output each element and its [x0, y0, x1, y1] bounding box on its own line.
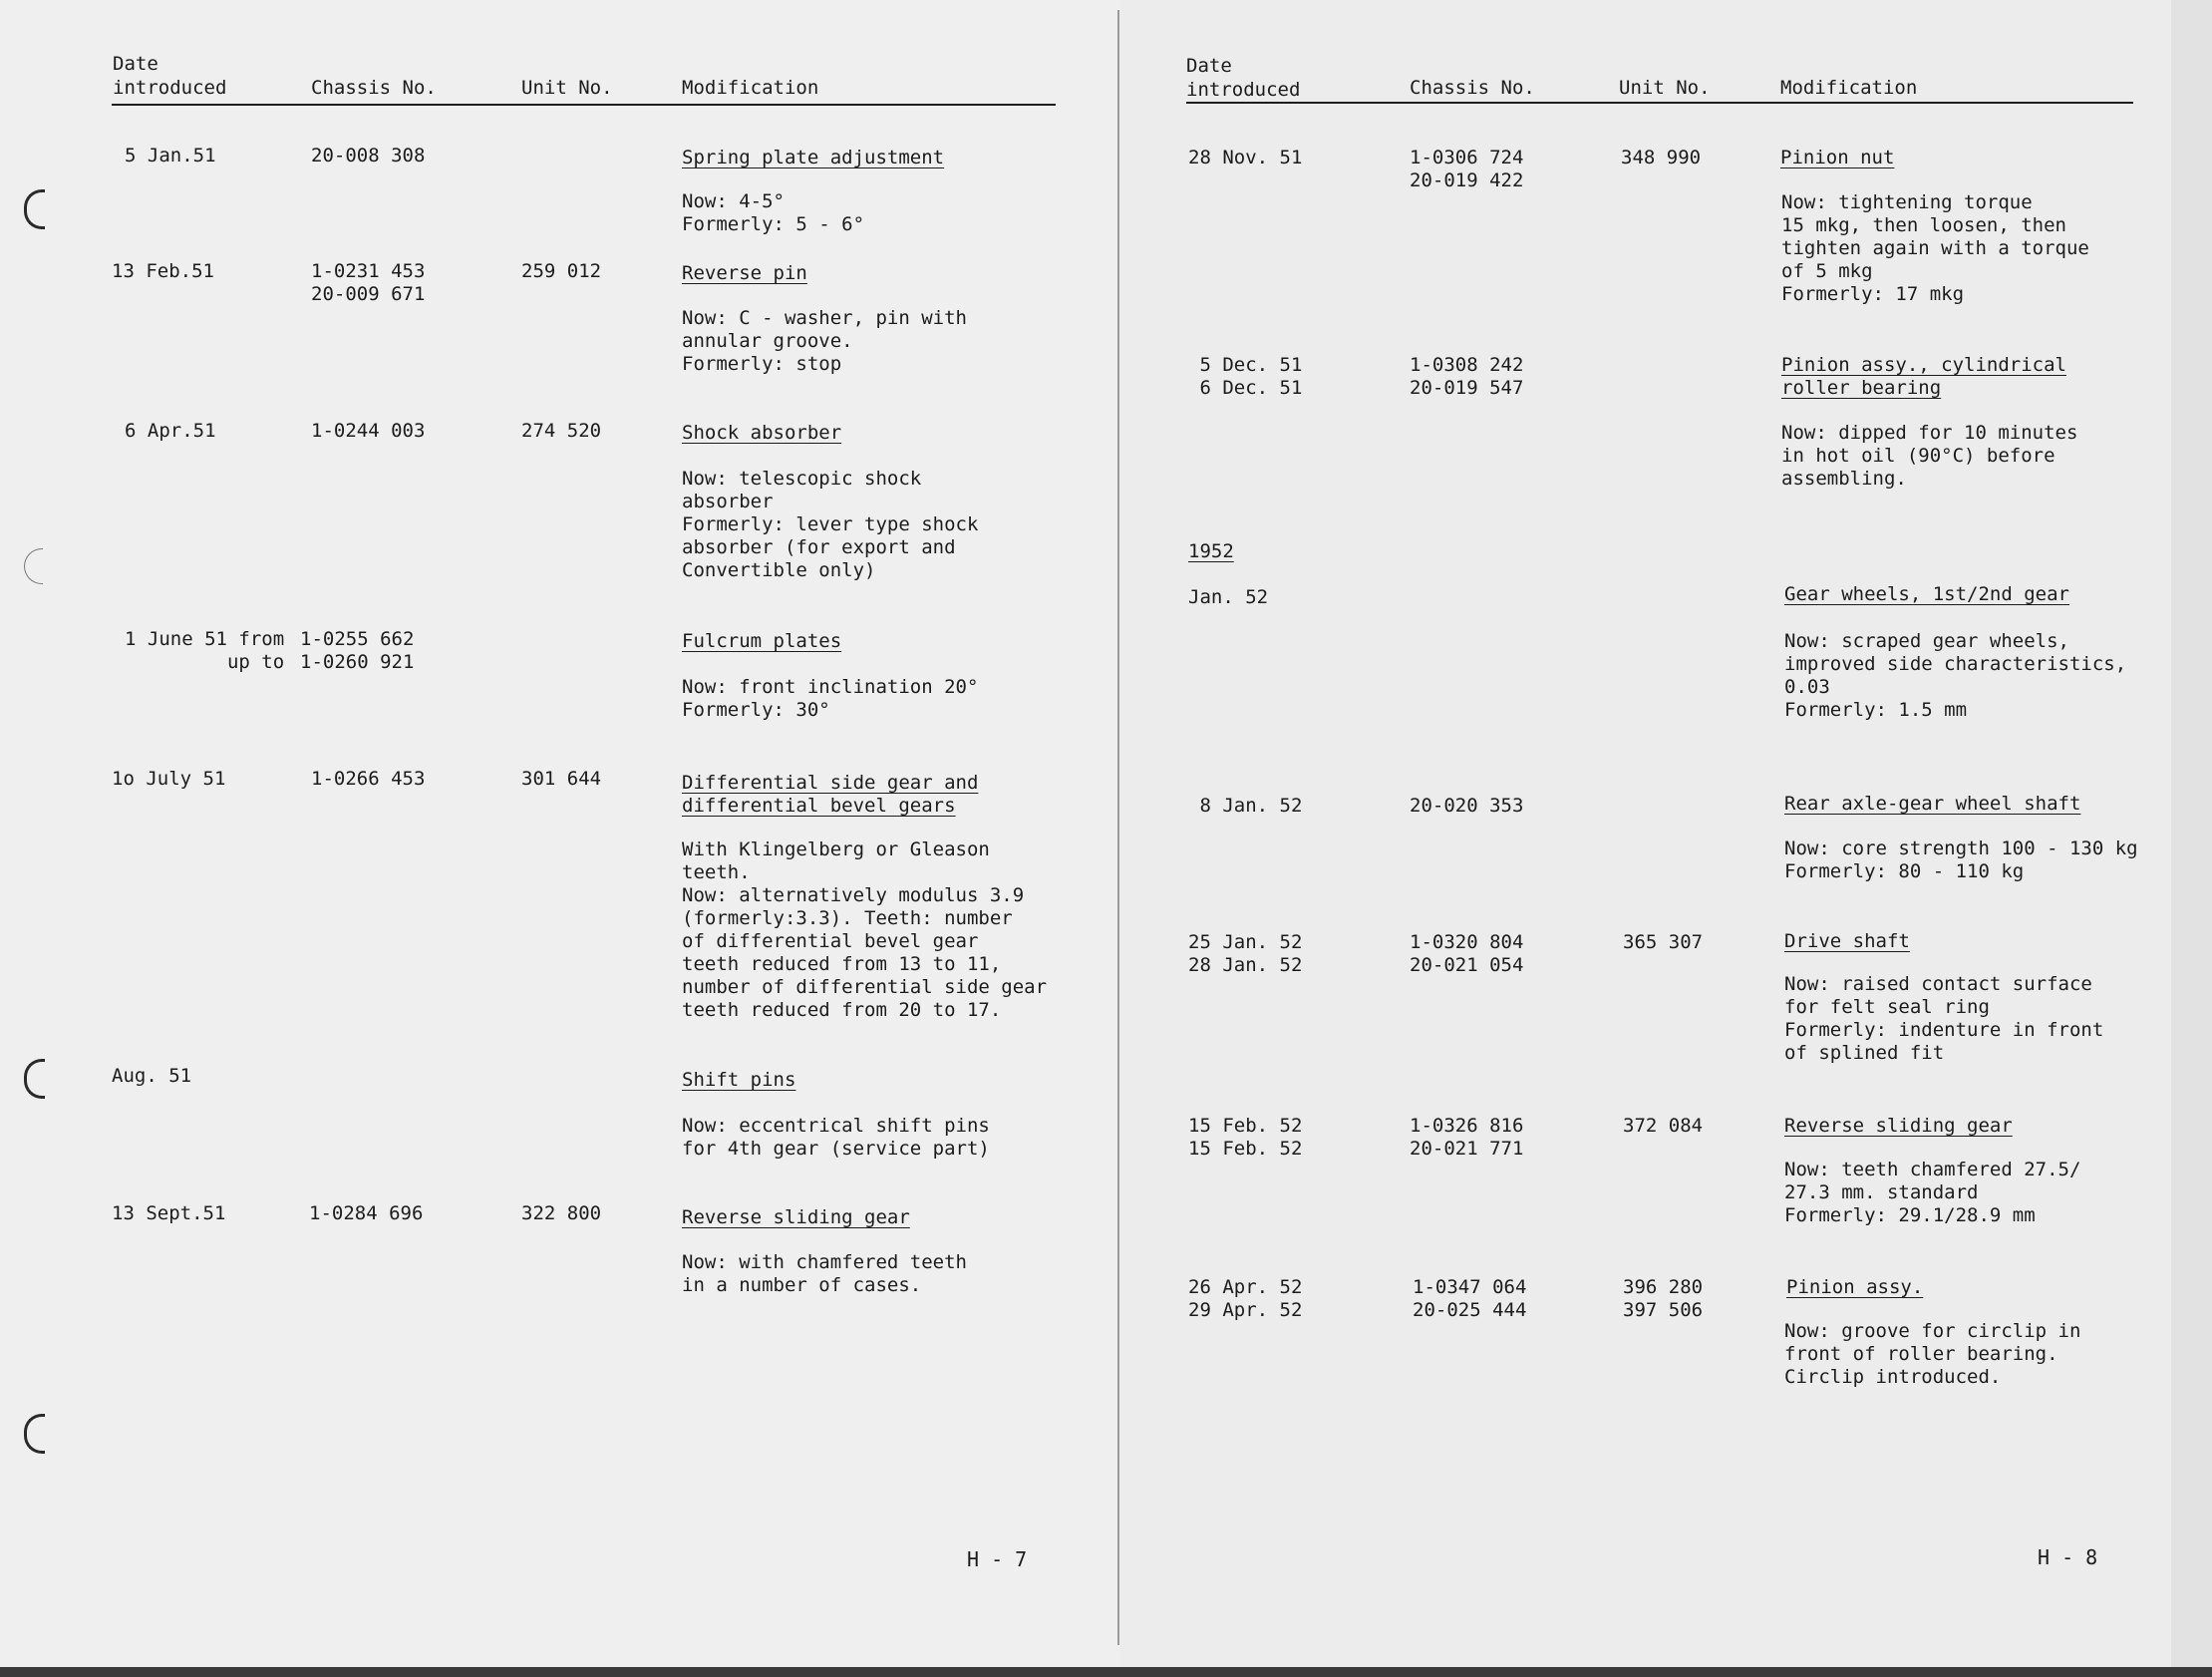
- left-entry-7-body: Now: with chamfered teeth in a number of cases.: [682, 1251, 967, 1296]
- left-entry-1-date: 5 Jan.51: [125, 145, 216, 167]
- left-entry-5-date: 1o July 51: [112, 768, 226, 790]
- right-entry-7-chassis: 1-0347 064 20-025 444: [1413, 1276, 1527, 1321]
- right-entry-5-chassis: 1-0320 804 20-021 054: [1410, 931, 1524, 976]
- header-rule-left: [112, 104, 1056, 106]
- left-entry-4-body: Now: front inclination 20° Formerly: 30°: [682, 676, 979, 721]
- right-entry-6-body: Now: teeth chamfered 27.5/ 27.3 mm. standard Formerly: 29.1/28.9 mm: [1784, 1159, 2081, 1226]
- right-entry-2-date: 5 Dec. 51 6 Dec. 51: [1199, 354, 1303, 399]
- left-entry-4-date: 1 June 51 from up to: [125, 628, 285, 673]
- header-modification-right: Modification: [1780, 77, 1918, 99]
- header-unit-left: Unit No.: [521, 77, 613, 99]
- right-entry-2-title: Pinion assy., cylindrical roller bearing: [1781, 354, 2066, 399]
- left-entry-1-body: Now: 4-5° Formerly: 5 - 6°: [682, 190, 865, 235]
- right-entry-4-chassis: 20-020 353: [1410, 795, 1524, 817]
- page-gutter: [1117, 10, 1119, 1645]
- left-entry-3-chassis: 1-0244 003: [311, 420, 426, 442]
- right-entry-1-title: Pinion nut: [1780, 147, 1895, 168]
- left-entry-7-chassis: 1-0284 696: [309, 1202, 424, 1224]
- right-entry-6-unit: 372 084: [1623, 1115, 1704, 1137]
- header-date-right: Date introduced: [1186, 55, 1301, 101]
- right-entry-4-title: Rear axle-gear wheel shaft: [1784, 793, 2081, 815]
- right-entry-6-chassis: 1-0326 816 20-021 771: [1410, 1115, 1524, 1160]
- left-entry-5-title: Differential side gear and differential bevel gears: [682, 772, 979, 817]
- left-entry-3-unit: 274 520: [521, 420, 602, 442]
- left-entry-6-title: Shift pins: [682, 1069, 796, 1091]
- header-rule-right: [1186, 102, 2133, 104]
- left-entry-6-body: Now: eccentrical shift pins for 4th gear (service part): [682, 1115, 990, 1160]
- left-entry-2-body: Now: C - washer, pin with annular groove. Formerly: stop: [682, 307, 967, 375]
- left-entry-7-unit: 322 800: [521, 1202, 602, 1224]
- left-entry-1-title: Spring plate adjustment: [682, 147, 945, 168]
- header-chassis-left: Chassis No.: [311, 77, 437, 99]
- right-entry-5-title: Drive shaft: [1784, 930, 1910, 952]
- right-entry-3-title: Gear wheels, 1st/2nd gear: [1784, 583, 2069, 605]
- right-entry-4-body: Now: core strength 100 - 130 kg Formerly: 80 - 110 kg: [1784, 838, 2138, 882]
- left-entry-2-chassis: 1-0231 453 20-009 671: [311, 260, 426, 305]
- right-entry-5-body: Now: raised contact surface for felt seal ring Formerly: indenture in front of splined fit: [1784, 973, 2104, 1064]
- right-entry-6-title: Reverse sliding gear: [1784, 1115, 2013, 1137]
- right-entry-1-unit: 348 990: [1621, 147, 1702, 168]
- left-entry-4-title: Fulcrum plates: [682, 630, 842, 652]
- left-entry-7-date: 13 Sept.51: [112, 1202, 226, 1224]
- page-edge: [2171, 0, 2212, 1677]
- left-entry-2-unit: 259 012: [521, 260, 602, 282]
- left-entry-1-chassis: 20-008 308: [311, 145, 426, 167]
- left-entry-3-date: 6 Apr.51: [125, 420, 216, 442]
- right-entry-7-body: Now: groove for circlip in front of roller bearing. Circlip introduced.: [1784, 1320, 2081, 1388]
- right-entry-1-date: 28 Nov. 51: [1188, 147, 1303, 168]
- right-entry-7-unit: 396 280 397 506: [1623, 1276, 1704, 1321]
- header-date-left: Date introduced: [113, 53, 227, 99]
- left-entry-5-chassis: 1-0266 453: [311, 768, 426, 790]
- right-entry-5-unit: 365 307: [1623, 931, 1704, 953]
- right-entry-4-date: 8 Jan. 52: [1188, 795, 1303, 817]
- left-entry-2-title: Reverse pin: [682, 262, 807, 284]
- left-entry-2-date: 13 Feb.51: [112, 260, 214, 282]
- right-entry-7-date: 26 Apr. 52 29 Apr. 52: [1188, 1276, 1303, 1321]
- right-entry-3-body: Now: scraped gear wheels, improved side characteristics, 0.03 Formerly: 1.5 mm: [1784, 630, 2127, 721]
- right-entry-6-date: 15 Feb. 52 15 Feb. 52: [1188, 1115, 1303, 1160]
- header-modification-left: Modification: [682, 77, 819, 99]
- right-entry-5-date: 25 Jan. 52 28 Jan. 52: [1188, 931, 1303, 976]
- right-entry-3-date: Jan. 52: [1188, 586, 1269, 608]
- right-entry-1-body: Now: tightening torque 15 mkg, then loosen, then tighten again with a torque of 5 mkg Formerly: 17 mkg: [1781, 191, 2089, 305]
- year-heading: 1952: [1188, 540, 1234, 562]
- scan-bottom-edge: [0, 1667, 2212, 1677]
- right-entry-2-body: Now: dipped for 10 minutes in hot oil (90°C) before assembling.: [1781, 422, 2078, 490]
- left-entry-5-unit: 301 644: [521, 768, 602, 790]
- left-entry-5-body: With Klingelberg or Gleason teeth. Now: alternatively modulus 3.9 (formerly:3.3). Teeth: number of differential bevel gear teeth reduced from 13 to 11, number of differential side gear teeth reduced from 20 to 17.: [682, 838, 1048, 1021]
- right-entry-7-title: Pinion assy.: [1786, 1276, 1924, 1298]
- left-entry-3-body: Now: telescopic shock absorber Formerly: lever type shock absorber (for export and Convertible only): [682, 468, 979, 581]
- left-entry-6-date: Aug. 51: [112, 1065, 192, 1087]
- page-number-right: H - 8: [2038, 1545, 2098, 1569]
- header-unit-right: Unit No.: [1619, 77, 1711, 99]
- left-entry-4-chassis: 1-0255 662 1-0260 921: [300, 628, 415, 673]
- right-entry-1-chassis: 1-0306 724 20-019 422: [1410, 147, 1524, 191]
- header-chassis-right: Chassis No.: [1410, 77, 1535, 99]
- right-entry-2-chassis: 1-0308 242 20-019 547: [1410, 354, 1524, 399]
- left-entry-3-title: Shock absorber: [682, 422, 842, 444]
- left-entry-7-title: Reverse sliding gear: [682, 1206, 910, 1228]
- page-number-left: H - 7: [967, 1547, 1028, 1571]
